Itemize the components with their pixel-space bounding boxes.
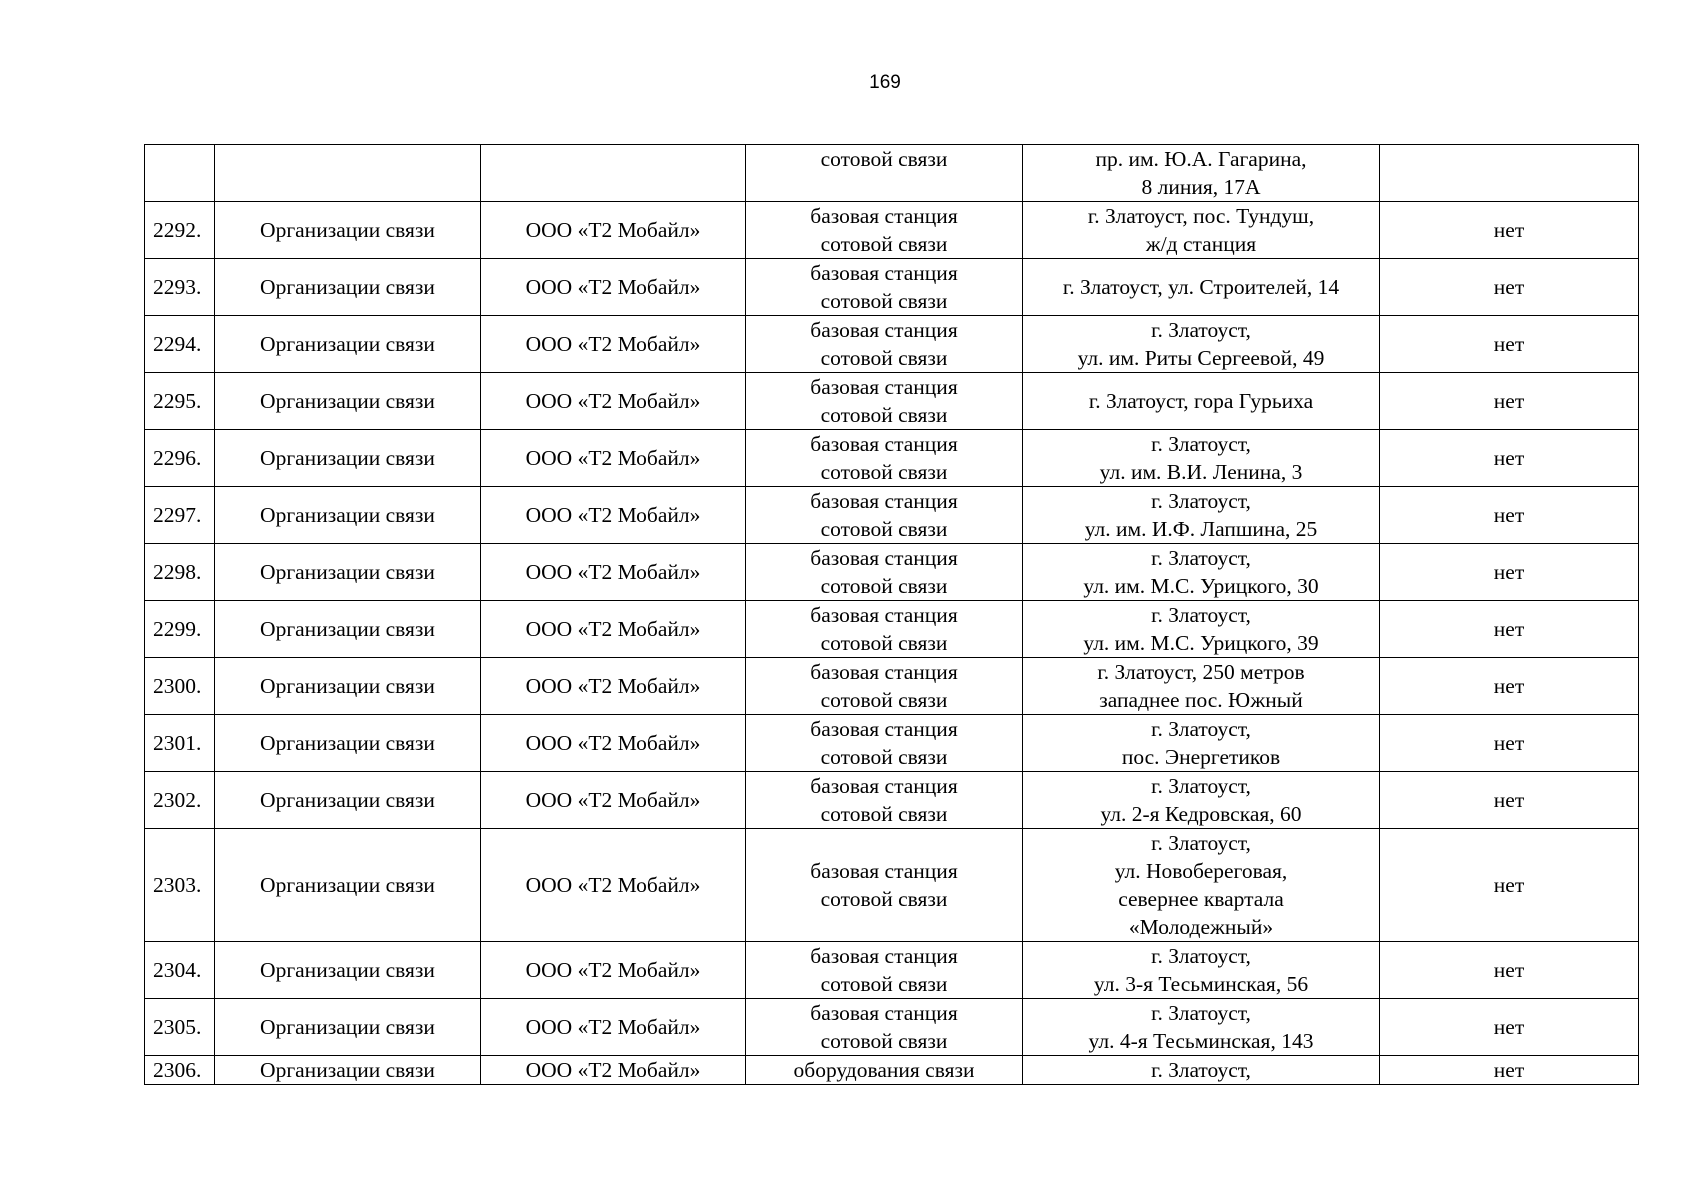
table-row xyxy=(145,487,1639,544)
cell-number: 2304. xyxy=(145,942,215,999)
table-row xyxy=(145,373,1639,430)
cell-flag xyxy=(1380,145,1639,202)
cell-number xyxy=(145,145,215,202)
table-row xyxy=(145,202,1639,259)
cell-category: Организации связи xyxy=(215,829,481,942)
table-row xyxy=(145,601,1639,658)
cell-category: Организации связи xyxy=(215,316,481,373)
cell-flag: нет xyxy=(1380,487,1639,544)
cell-flag: нет xyxy=(1380,316,1639,373)
cell-number: 2297. xyxy=(145,487,215,544)
cell-flag: нет xyxy=(1380,259,1639,316)
cell-address: г. Златоуст, ул. Строителей, 14 xyxy=(1023,259,1380,316)
cell-category: Организации связи xyxy=(215,544,481,601)
table-row xyxy=(145,259,1639,316)
cell-category: Организации связи xyxy=(215,1056,481,1085)
cell-object-type: базовая станция сотовой связи xyxy=(746,259,1023,316)
cell-flag: нет xyxy=(1380,430,1639,487)
cell-address: г. Златоуст, пос. Тундуш, ж/д станция xyxy=(1023,202,1380,259)
cell-number: 2306. xyxy=(145,1056,215,1085)
cell-flag: нет xyxy=(1380,601,1639,658)
cell-flag: нет xyxy=(1380,202,1639,259)
cell-object-type: сотовой связи xyxy=(746,145,1023,202)
cell-organization: ООО «Т2 Мобайл» xyxy=(481,316,746,373)
cell-flag: нет xyxy=(1380,658,1639,715)
cell-number: 2292. xyxy=(145,202,215,259)
cell-object-type: базовая станция сотовой связи xyxy=(746,999,1023,1056)
cell-object-type: базовая станция сотовой связи xyxy=(746,601,1023,658)
cell-flag: нет xyxy=(1380,544,1639,601)
cell-number: 2303. xyxy=(145,829,215,942)
cell-flag: нет xyxy=(1380,772,1639,829)
cell-organization: ООО «Т2 Мобайл» xyxy=(481,1056,746,1085)
table-row xyxy=(145,772,1639,829)
cell-category: Организации связи xyxy=(215,430,481,487)
cell-address: г. Златоуст, ул. им. И.Ф. Лапшина, 25 xyxy=(1023,487,1380,544)
cell-address: г. Златоуст, ул. 4-я Тесьминская, 143 xyxy=(1023,999,1380,1056)
registry-table-body xyxy=(145,145,1639,1085)
table-row xyxy=(145,658,1639,715)
cell-organization: ООО «Т2 Мобайл» xyxy=(481,259,746,316)
cell-organization: ООО «Т2 Мобайл» xyxy=(481,544,746,601)
cell-address: г. Златоуст, ул. им. Риты Сергеевой, 49 xyxy=(1023,316,1380,373)
cell-address: г. Златоуст, ул. им. М.С. Урицкого, 39 xyxy=(1023,601,1380,658)
cell-object-type: базовая станция сотовой связи xyxy=(746,487,1023,544)
cell-organization: ООО «Т2 Мобайл» xyxy=(481,487,746,544)
table-row xyxy=(145,1056,1639,1085)
cell-category: Организации связи xyxy=(215,373,481,430)
table-row xyxy=(145,544,1639,601)
cell-object-type: базовая станция сотовой связи xyxy=(746,430,1023,487)
table-row xyxy=(145,715,1639,772)
cell-object-type: базовая станция сотовой связи xyxy=(746,942,1023,999)
registry-table xyxy=(144,144,1639,1085)
cell-category: Организации связи xyxy=(215,772,481,829)
cell-category: Организации связи xyxy=(215,942,481,999)
cell-flag: нет xyxy=(1380,942,1639,999)
cell-address: г. Златоуст, 250 метров западнее пос. Южный xyxy=(1023,658,1380,715)
table-row-continuation xyxy=(145,145,1639,202)
cell-address: г. Златоуст, ул. им. В.И. Ленина, 3 xyxy=(1023,430,1380,487)
cell-organization: ООО «Т2 Мобайл» xyxy=(481,202,746,259)
cell-address: г. Златоуст, ул. 2-я Кедровская, 60 xyxy=(1023,772,1380,829)
cell-category: Организации связи xyxy=(215,259,481,316)
cell-category: Организации связи xyxy=(215,487,481,544)
cell-address: г. Златоуст, xyxy=(1023,1056,1380,1085)
cell-number: 2302. xyxy=(145,772,215,829)
cell-number: 2295. xyxy=(145,373,215,430)
page-number: 169 xyxy=(869,72,901,93)
cell-category: Организации связи xyxy=(215,715,481,772)
table-row xyxy=(145,430,1639,487)
cell-object-type: базовая станция сотовой связи xyxy=(746,829,1023,942)
cell-address: г. Златоуст, ул. Новобереговая, севернее квартала «Молодежный» xyxy=(1023,829,1380,942)
cell-object-type: базовая станция сотовой связи xyxy=(746,202,1023,259)
cell-category xyxy=(215,145,481,202)
cell-organization: ООО «Т2 Мобайл» xyxy=(481,658,746,715)
cell-address: г. Златоуст, гора Гурьиха xyxy=(1023,373,1380,430)
cell-number: 2300. xyxy=(145,658,215,715)
table-row xyxy=(145,942,1639,999)
cell-category: Организации связи xyxy=(215,999,481,1056)
cell-category: Организации связи xyxy=(215,202,481,259)
cell-number: 2305. xyxy=(145,999,215,1056)
cell-organization: ООО «Т2 Мобайл» xyxy=(481,373,746,430)
cell-category: Организации связи xyxy=(215,658,481,715)
cell-category: Организации связи xyxy=(215,601,481,658)
cell-organization: ООО «Т2 Мобайл» xyxy=(481,942,746,999)
cell-address: пр. им. Ю.А. Гагарина, 8 линия, 17А xyxy=(1023,145,1380,202)
cell-number: 2294. xyxy=(145,316,215,373)
cell-address: г. Златоуст, ул. им. М.С. Урицкого, 30 xyxy=(1023,544,1380,601)
cell-number: 2301. xyxy=(145,715,215,772)
cell-organization: ООО «Т2 Мобайл» xyxy=(481,430,746,487)
cell-object-type: базовая станция сотовой связи xyxy=(746,373,1023,430)
cell-object-type: базовая станция сотовой связи xyxy=(746,544,1023,601)
cell-object-type: базовая станция сотовой связи xyxy=(746,715,1023,772)
cell-number: 2296. xyxy=(145,430,215,487)
table-row xyxy=(145,999,1639,1056)
cell-object-type: базовая станция сотовой связи xyxy=(746,658,1023,715)
cell-flag: нет xyxy=(1380,715,1639,772)
cell-organization: ООО «Т2 Мобайл» xyxy=(481,999,746,1056)
cell-number: 2298. xyxy=(145,544,215,601)
cell-organization: ООО «Т2 Мобайл» xyxy=(481,601,746,658)
cell-flag: нет xyxy=(1380,999,1639,1056)
cell-number: 2299. xyxy=(145,601,215,658)
cell-organization xyxy=(481,145,746,202)
cell-number: 2293. xyxy=(145,259,215,316)
cell-address: г. Златоуст, пос. Энергетиков xyxy=(1023,715,1380,772)
cell-object-type: оборудования связи xyxy=(746,1056,1023,1085)
table-row xyxy=(145,829,1639,942)
cell-object-type: базовая станция сотовой связи xyxy=(746,772,1023,829)
cell-flag: нет xyxy=(1380,829,1639,942)
table-row xyxy=(145,316,1639,373)
cell-address: г. Златоуст, ул. 3-я Тесьминская, 56 xyxy=(1023,942,1380,999)
cell-object-type: базовая станция сотовой связи xyxy=(746,316,1023,373)
cell-organization: ООО «Т2 Мобайл» xyxy=(481,829,746,942)
cell-flag: нет xyxy=(1380,373,1639,430)
cell-flag: нет xyxy=(1380,1056,1639,1085)
cell-organization: ООО «Т2 Мобайл» xyxy=(481,772,746,829)
cell-organization: ООО «Т2 Мобайл» xyxy=(481,715,746,772)
